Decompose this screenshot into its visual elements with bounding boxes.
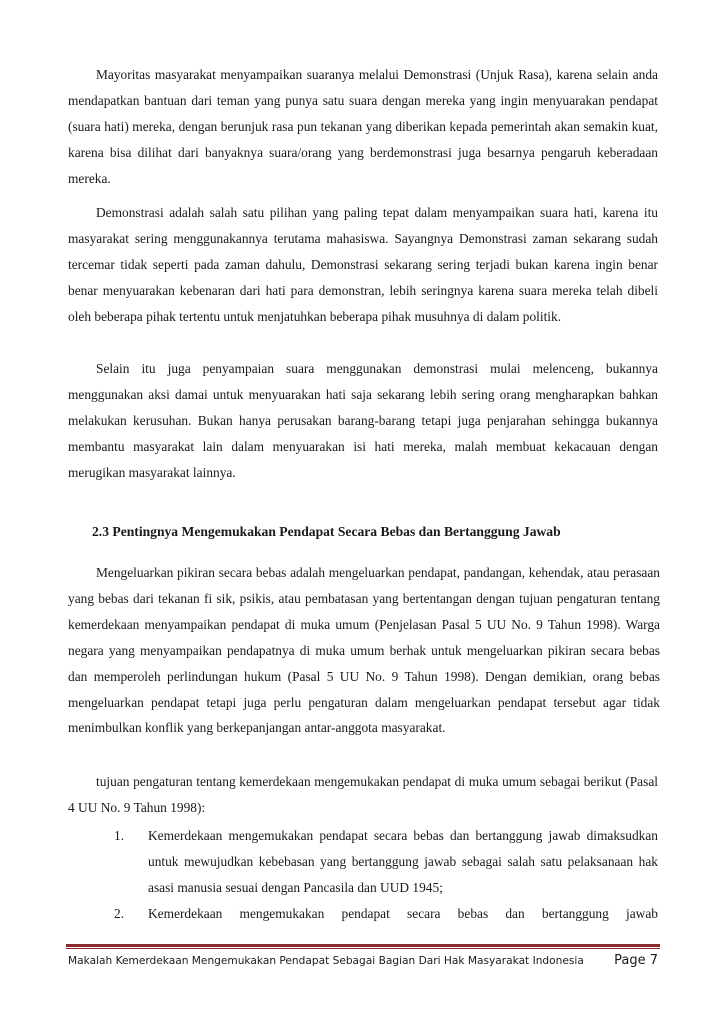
list-item: [68, 823, 658, 901]
paragraph-demonstrasi-melenceng: Selain itu juga penyampaian suara menggunakan demonstrasi mulai melenceng, bukannya menggunakan aksi damai untuk menyuarakan hati saja sekarang lebih sering orang mengharapkan bahkan melakukan kerusuhan. Bukan hanya perusakan barang-barang tetapi juga penjarahan sehingga bukannya membantu masyarakat lain dalam menyuarakan isi hati mereka, malah membuat kekacauan dengan merugikan masyarakat lainnya.: [68, 361, 658, 480]
list-item-text: Kemerdekaan mengemukakan pendapat secara bebas dan bertanggung jawab: [148, 905, 658, 921]
footer-divider-thin: [66, 948, 660, 949]
paragraph-tujuan-pengaturan: tujuan pengaturan tentang kemerdekaan mengemukakan pendapat di muka umum sebagai berikut (Pasal 4 UU No. 9 Tahun 1998):: [68, 774, 658, 815]
list-item-text: Kemerdekaan mengemukakan pendapat secara bebas dan bertanggung jawab dimaksudkan untuk mewujudkan kebebasan yang bertanggung jawab sebagai salah satu pelaksanaan hak asasi manusia sesuai dengan Pancasila dan UUD 1945;: [148, 828, 658, 895]
section-heading: 2.3 Pentingnya Mengemukakan Pendapat Secara Bebas dan Bertanggung Jawab: [92, 524, 561, 539]
footer-page-number: Page 7: [614, 953, 658, 968]
paragraph-demonstrasi-mayoritas: Mayoritas masyarakat menyampaikan suaranya melalui Demonstrasi (Unjuk Rasa), karena selain anda mendapatkan bantuan dari teman yang punya satu suara dengan mereka yang ingin menyuarakan pendapat (suara hati) mereka, dengan berunjuk rasa pun tekanan yang diberikan kepada pemerintah akan semakin kuat, karena bisa dilihat dari banyaknya suara/orang yang berdemonstrasi juga besarnya pengaruh keberadaan mereka.: [68, 67, 658, 186]
list-item: [68, 901, 658, 927]
paragraph-demonstrasi-pilihan: Demonstrasi adalah salah satu pilihan yang paling tepat dalam menyampaikan suara hati, karena itu masyarakat sering menggunakannya terutama mahasiswa. Sayangnya Demonstrasi zaman sekarang sudah tercemar tidak seperti pada zaman dahulu, Demonstrasi sekarang sering terjadi bukan karena ingin benar benar menyuarakan kebenaran dari hati para demonstran, lebih seringnya karena suara mereka telah dibeli oleh beberapa pihak tertentu untuk menjatuhkan beberapa pihak musuhnya di dalam politik.: [68, 205, 658, 324]
footer-divider: [66, 944, 660, 947]
tujuan-list: [68, 823, 658, 927]
paragraph-mengeluarkan-pikiran: Mengeluarkan pikiran secara bebas adalah mengeluarkan pendapat, pandangan, kehendak, atau perasaan yang bebas dari tekanan fi sik, psikis, atau pembatasan yang bertentangan dengan tujuan pengaturan tentang kemerdekaan menyampaikan pendapat di muka umum (Penjelasan Pasal 5 UU No. 9 Tahun 1998). Warga negara yang menyampaikan pendapatnya di muka umum berhak untuk mengeluarkan pikiran secara bebas dan memperoleh perlindungan hukum (Pasal 5 UU No. 9 Tahun 1998). Dengan demikian, orang bebas mengeluarkan pendapat tetapi juga perlu pengaturan dalam mengeluarkan pendapat tersebut agar tidak menimbulkan konflik yang berkepanjangan antar-anggota masyarakat.: [68, 565, 660, 736]
list-item-number: 1.: [114, 828, 125, 843]
footer-document-title: Makalah Kemerdekaan Mengemukakan Pendapat Sebagai Bagian Dari Hak Masyarakat Indonesia: [68, 955, 584, 967]
list-item-number: 2.: [114, 905, 125, 921]
